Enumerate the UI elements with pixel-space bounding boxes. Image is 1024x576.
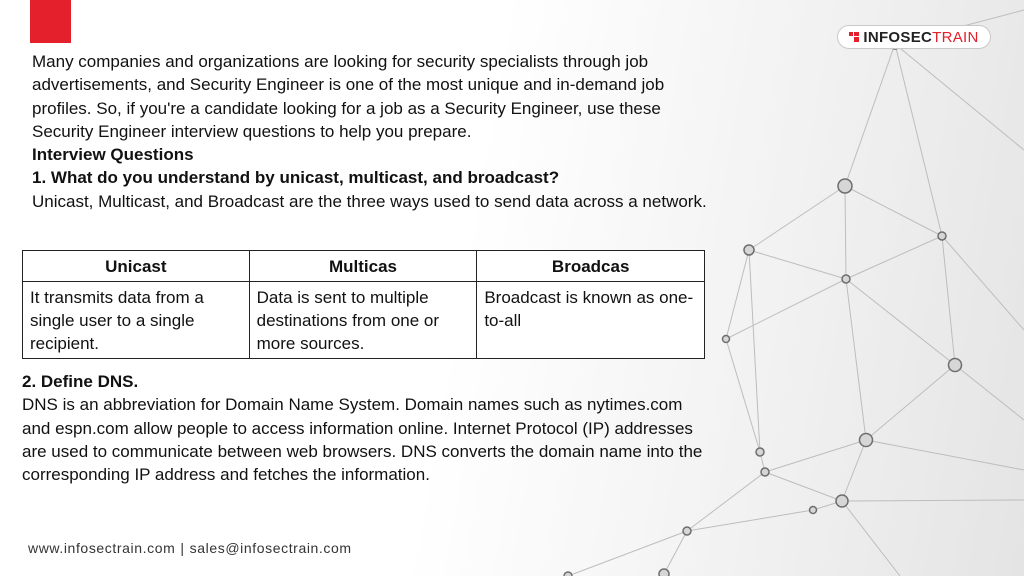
header-multicast: Multicas <box>249 251 477 282</box>
logo-text-train: TRAIN <box>932 28 979 46</box>
cell-broadcast: Broadcast is known as one-to-all <box>477 282 705 359</box>
intro-paragraph: Many companies and organizations are looking for security specialists through job advertisements, and Security Engineer is one of the most unique and in-demand job profiles. So, if you're a candidate looking for a job as a Security Engineer, use these Security Engineer interview questions to help you prepare. <box>32 52 665 141</box>
cell-multicast: Data is sent to multiple destinations from one or more sources. <box>249 282 477 359</box>
section-heading: Interview Questions <box>32 145 194 165</box>
table-row <box>23 282 705 359</box>
footer-email: sales@infosectrain.com <box>189 540 352 556</box>
answer-2: DNS is an abbreviation for Domain Name System. Domain names such as nytimes.com and espn.com allow people to access information online. Internet Protocol (IP) addresses are used to communicate between web browsers. DNS converts the domain name into the corresponding IP address and fetches the information. <box>22 395 703 485</box>
intro-section <box>32 50 712 213</box>
footer-separator: | <box>180 540 185 556</box>
logo-mark-icon <box>849 32 859 42</box>
logo-text <box>863 30 978 45</box>
header-broadcast: Broadcas <box>477 251 705 282</box>
dns-section <box>22 370 712 486</box>
cell-unicast: It transmits data from a single user to a single recipient. <box>23 282 250 359</box>
infosectrain-logo <box>837 25 991 49</box>
accent-bar <box>30 0 71 43</box>
question-2: 2. Define DNS. <box>22 372 139 391</box>
footer <box>28 540 352 556</box>
comparison-table <box>22 250 705 359</box>
question-1: 1. What do you understand by unicast, multicast, and broadcast? <box>32 168 560 188</box>
footer-website: www.infosectrain.com <box>28 540 176 556</box>
header-unicast: Unicast <box>23 251 250 282</box>
table-header-row <box>23 251 705 282</box>
answer-1: Unicast, Multicast, and Broadcast are the three ways used to send data across a network. <box>32 191 707 211</box>
logo-text-infosec: INFOSEC <box>863 28 933 46</box>
